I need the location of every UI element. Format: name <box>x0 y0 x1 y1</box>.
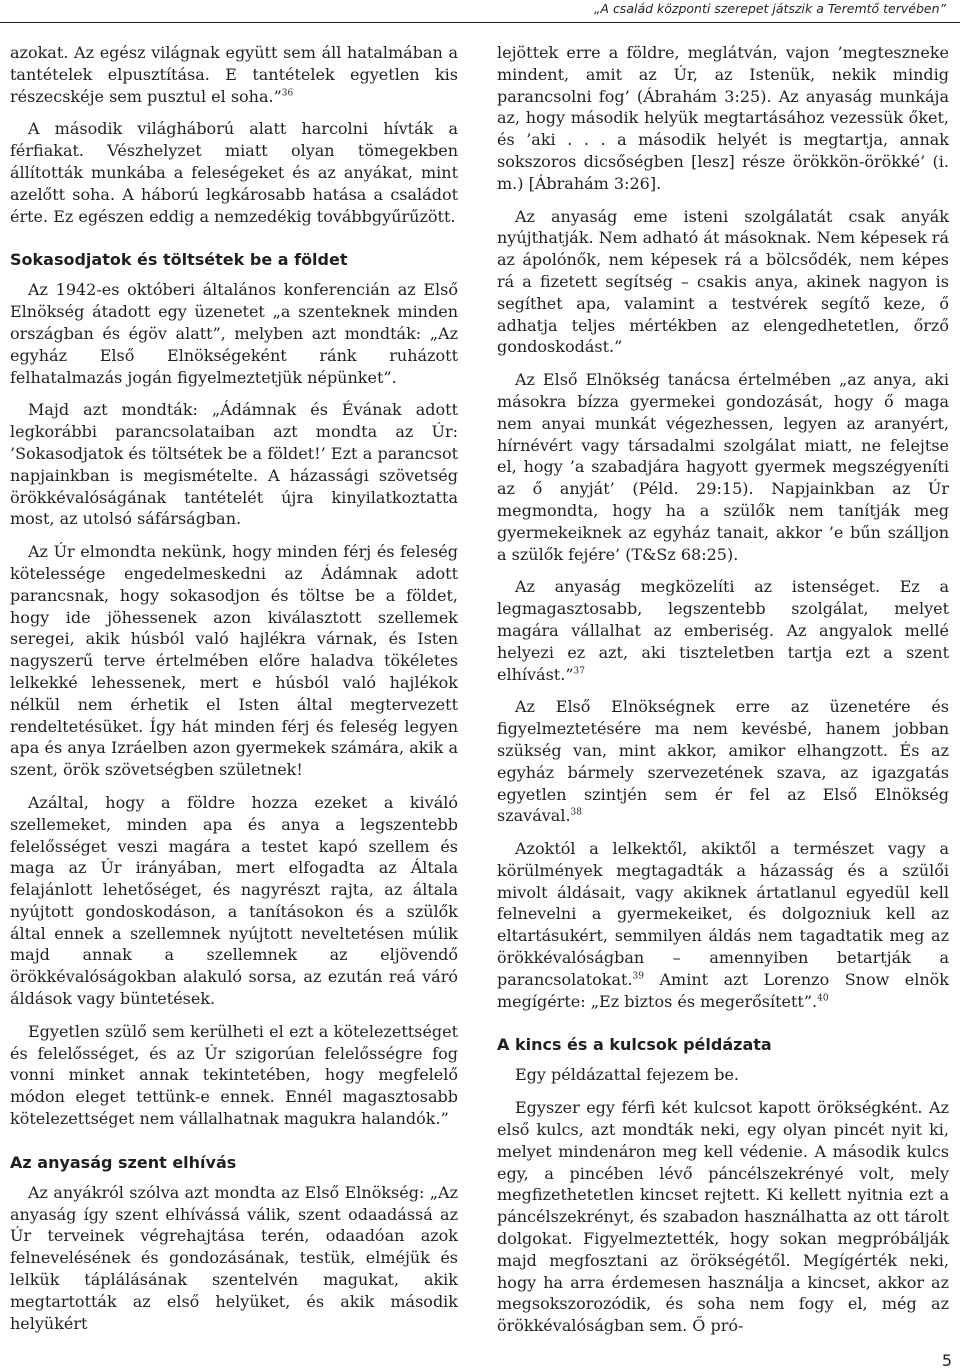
paragraph: Egy példázattal fejezem be. <box>515 1065 739 1085</box>
paragraph <box>497 696 949 827</box>
paragraph: Az Első Elnökség tanácsa értelmében „az anya, aki másokra bízza gyermekei gondozását, hogy ő maga nem anyai munkát végezhessen, legyen az aranyért, hírnévért vagy társadalmi szolgálat miatt, ne felejtse el, hogy ’a szabadjára hagyott gyermek megszégyeníti az ő anyját’ (Péld. 29:15). Napjainkban az Úr megmondta, hogy ha a szülők nem tanítják meg gyermekeiknek az egyház tanait, akkor ’e bűn szálljon a szülők fejére’ (T&Sz 68:25). <box>497 370 949 564</box>
paragraph: Az 1942-es októberi általános konferencián az Első Elnökség átadott egy üzenetet „a szenteknek minden országban és égöv alatt”, melyben azt mondták: „Az egyház Első Elnökségeként ránk ruházott felhatalmazás jogán figyelmeztetjük népünket”. <box>10 280 458 387</box>
paragraph-text: Azoktól a lelkektől, akiktől a természet vagy a körülmények megtagadták a házasság és a szülői mivolt áldásait, vagy akiknek ártatlanul egyedül kell felnevelni a gyermekeiket, és dolgozniuk kell az eltartásukért, semmilyen áldás nem tagadtatik meg az örökkévalóságban – amennyiben betartják a parancsolatokat. <box>497 839 949 989</box>
paragraph: Az anyákról szólva azt mondta az Első Elnökség: „Az anyaság így szent elhívássá válik, szent odaadássá az Úr terveinek végrehajtása terén, odaadóan azok felnevelésének és gondozásának, testük, elméjük és lelkük táplálásának szentelvén magukat, akik megtartották az első helyüket, és akik második helyükért <box>10 1182 458 1333</box>
paragraph <box>497 838 949 1012</box>
paragraph <box>497 576 949 685</box>
paragraph: Az Úr elmondta nekünk, hogy minden férj és feleség kötelessége engedelmeskedni az Ádámnak adott parancsnak, hogy sokasodjon és töltse be a földet, hogy ide jöhessenek azon kiválasztott szellemek seregei, akik húsból való hajlékra várnak, és Isten nagyszerű terve értelmében előre haladva tökéletes lelkekké lehessenek, mert e húsból való hajlékok nélkül nem érhetik el Isten által megtervezett rendeltetésüket. Így hát minden férj és feleség legyen apa és anya Izráelben azon gyermekek számára, akik a szent, örök szövetségben születnek! <box>10 542 458 780</box>
section-heading: Az anyaság szent elhívás <box>10 1152 237 1172</box>
left-column <box>10 42 458 1345</box>
section-heading: A kincs és a kulcsok példázata <box>497 1035 772 1055</box>
section-heading: Sokasodjatok és töltsétek be a földet <box>10 250 348 270</box>
paragraph-text: azokat. Az egész világnak együtt sem áll hatalmában a tantételek elpusztítása. E tantételek egyetlen kis részecskéje sem pusztul el soha.” <box>10 43 458 106</box>
right-column <box>497 42 949 1348</box>
header-rule <box>0 22 960 23</box>
footnote-ref[interactable]: 40 <box>817 993 829 1004</box>
paragraph-text: Amint azt Lorenzo Snow elnök megígérte: „Ez biztos és megerősített”. <box>497 969 949 1011</box>
paragraph-text: Az Első Elnökségnek erre az üzenetére és figyelmeztetésére ma nem kevésbé, hanem jobban szükség van, mint akkor, amikor elhangzott. És az egyház bármely szervezetének szava, az igazgatás egyetlen szintjén sem ér fel az Első Elnökség szavával. <box>497 697 949 826</box>
paragraph: Egyszer egy férfi két kulcsot kapott örökségként. Az első kulcs, azt mondták neki, egy olyan pincét nyit ki, melyet mindenáron meg kell védenie. A második kulcs egy, a pincében lévő páncélszekrényé volt, mely megfizethetetlen kincset rejtett. Ki kellett nyitnia ezt a páncélszekrényt, és szabadon használhatta az ott tárolt dolgokat. Figyelmeztették, hogy sokan megpróbálják majd megfosztani az örökségétől. Megígérték neki, hogy ha arra érdemesen használja a kincset, akkor az megsokszorozódik, és soha nem fogy el, még az örökkévalóságban sem. Ő pró- <box>497 1098 949 1336</box>
running-header: „A család központi szerepet játszik a Teremtő tervében” <box>593 1 946 16</box>
footnote-ref[interactable]: 36 <box>281 88 294 99</box>
paragraph <box>10 42 458 107</box>
paragraph: Azáltal, hogy a földre hozza ezeket a kiváló szellemeket, minden apa és anya a legszentebb felelősséget veszi magára a testet kapó szellem és maga az Úr irányában, mert elfogadta az Általa felajánlott lehetőséget, és nagyrészt rajta, az általa nyújtott gondoskodáson, a tanításokon és a szülők által ennek a szellemnek nyújtott neveltetésen múlik majd annak a szellemnek az eljövendő örökkévalóságokban alakuló sorsa, az ezután reá váró áldások vagy büntetések. <box>10 792 458 1009</box>
paragraph: A második világháború alatt harcolni hívták a férfiakat. Vészhelyzet miatt olyan tömegekben állították munkába a feleségeket és az anyákat, mint azelőtt soha. A háború legkárosabb hatása a családot érte. Ez egészen eddig a nemzedékig továbbgyűrűzött. <box>10 119 458 226</box>
page-number: 5 <box>941 1351 952 1370</box>
paragraph: Az anyaság eme isteni szolgálatát csak anyák nyújthatják. Nem adható át másoknak. Nem képesek rá az ápolónők, nem képesek rá a bölcsődék, nem képes rá a fizetett segítség – csakis anya, akinek nagyon is segíthet apa, valamint a testvérek segítő keze, ő adhatja teljes mértékben az elengedhetetlen, őrző gondoskodást.” <box>497 206 949 357</box>
footnote-ref[interactable]: 39 <box>632 971 644 982</box>
paragraph-text: Az anyaság megközelíti az istenséget. Ez a legmagasztosabb, legszentebb szolgálat, melyet magára vállalhat az emberiség. Az angyalok mellé helyezi ez azt, aki tiszteletben tartja ezt a szent elhívást.” <box>497 577 949 684</box>
paragraph: lejöttek erre a földre, meglátván, vajon ’megteszneke mindent, amit az Úr, az Istenük, nekik mindig parancsolni fog’ (Ábrahám 3:25). Az anyaság munkája az, hogy második helyük megtartásához vezessük őket, és ’aki . . . a második helyét is megtartja, annak sokszoros dicsőségben [lesz] része örökkön-örökké’ (i. m.) [Ábrahám 3:26]. <box>497 43 949 193</box>
footnote-ref[interactable]: 37 <box>573 666 585 677</box>
footnote-ref[interactable]: 38 <box>570 807 582 818</box>
paragraph: Egyetlen szülő sem kerülheti el ezt a kötelezettséget és felelősséget, és az Úr szigorúan felelősségre fog vonni minket annak tekintetében, hogy megfelelő módon eleget tettünk-e ennek. Ennél magasztosabb kötelezettséget nem vállalhatnak magukra halandók.” <box>10 1021 458 1129</box>
paragraph: Majd azt mondták: „Ádámnak és Évának adott legkorábbi parancsolataiban azt mondta az Úr: ’Sokasodjatok és töltsétek be a földet!’ Ezt a parancsot napjainkban is megismételte. A házassági szövetség örökkévalóságának tantételét újra kinyilatkoztatta most, az utolsó sáfárságban. <box>10 400 458 529</box>
